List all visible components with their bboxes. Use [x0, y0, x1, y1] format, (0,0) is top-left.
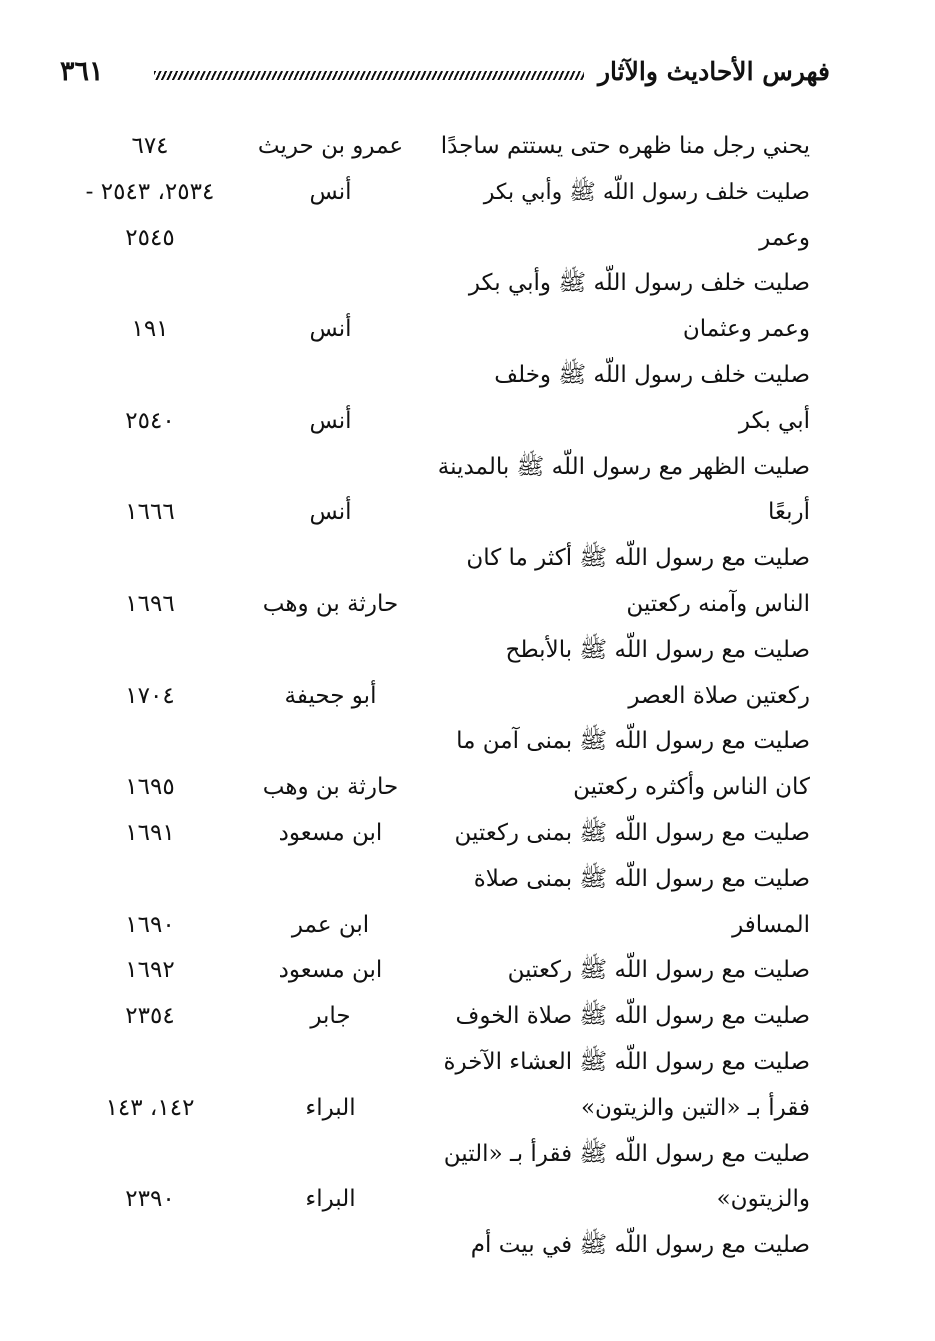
hadith-text: فقرأ بـ «التين والزيتون» — [580, 1094, 810, 1121]
index-row — [0, 216, 935, 262]
narrator — [238, 445, 423, 491]
index-row — [0, 765, 935, 811]
index-row — [0, 994, 935, 1040]
narrator — [238, 261, 423, 307]
hadith-text: صليت مع رسول اللّه ﷺ صلاة الخوف — [455, 1003, 810, 1030]
hadith-text: صليت الظهر مع رسول اللّه ﷺ بالمدينة — [437, 453, 810, 480]
hadith-text: صليت مع رسول اللّه ﷺ في بيت أم — [470, 1232, 810, 1259]
reference-number: ١٤٢، ١٤٣ — [105, 1094, 195, 1121]
page-header — [60, 48, 830, 94]
index-row — [0, 674, 935, 720]
narrator: ابن مسعود — [278, 819, 383, 846]
hadith-text: الناس وآمنه ركعتين — [626, 590, 810, 617]
narrator: جابر — [310, 1003, 351, 1030]
hadith-text: صليت مع رسول اللّه ﷺ ركعتين — [507, 957, 810, 984]
hadith-text: المسافر — [732, 911, 810, 938]
reference-number: ٢٥٣٤، ٢٥٤٣ - — [85, 178, 215, 205]
narrator — [238, 719, 423, 765]
index-row — [0, 1223, 935, 1269]
reference-number: ١٧٠٤ — [125, 682, 175, 709]
hadith-text: كان الناس وأكثره ركعتين — [573, 774, 810, 801]
index-row — [0, 948, 935, 994]
hadith-text: وعمر وعثمان — [682, 316, 810, 343]
hadith-text: صليت خلف رسول اللّه ﷺ وأبي بكر — [468, 270, 810, 297]
index-row — [0, 1177, 935, 1223]
reference-number — [70, 445, 230, 491]
reference-number — [70, 261, 230, 307]
narrator: حارثة بن وهب — [262, 590, 399, 617]
narrator: أنس — [309, 499, 352, 526]
reference-number: ٢٥٤٥ — [125, 224, 175, 251]
index-row — [0, 1040, 935, 1086]
narrator: البراء — [305, 1186, 356, 1213]
reference-number: ١٦٩٥ — [125, 774, 175, 801]
narrator: حارثة بن وهب — [262, 774, 399, 801]
reference-number — [70, 1040, 230, 1086]
index-row — [0, 857, 935, 903]
reference-number: ١٦٩١ — [125, 819, 175, 846]
index-row — [0, 399, 935, 445]
narrator: أبو جحيفة — [284, 682, 377, 709]
reference-number: ١٩١ — [131, 316, 169, 343]
index-row — [0, 170, 935, 216]
hadith-text: صليت خلف رسول اللّه ﷺ وخلف — [494, 361, 810, 388]
narrator: أنس — [309, 316, 352, 343]
hadith-index-list — [0, 124, 935, 1269]
narrator — [238, 353, 423, 399]
index-row — [0, 353, 935, 399]
index-row — [0, 307, 935, 353]
hadith-text: أربعًا — [767, 499, 810, 526]
narrator: أنس — [309, 178, 352, 205]
page-title: فهرس الأحاديث والآثار — [597, 56, 830, 86]
narrator: عمرو بن حريث — [257, 133, 404, 159]
narrator — [238, 216, 423, 262]
reference-number: ٦٧٤ — [131, 133, 169, 159]
narrator — [238, 536, 423, 582]
narrator: ابن عمر — [291, 911, 370, 938]
reference-number: ١٦٩٢ — [125, 957, 175, 984]
reference-number: ٢٣٩٠ — [125, 1186, 175, 1213]
reference-number: ١٦٦٦ — [125, 499, 175, 526]
reference-number — [70, 628, 230, 674]
index-row — [0, 261, 935, 307]
hadith-text: ركعتين صلاة العصر — [628, 682, 810, 709]
index-row — [0, 445, 935, 491]
reference-number — [70, 536, 230, 582]
narrator — [238, 1223, 423, 1269]
reference-number — [70, 719, 230, 765]
hadith-text: وعمر — [759, 224, 810, 251]
hadith-text: صليت مع رسول اللّه ﷺ بمنى صلاة — [473, 865, 810, 892]
narrator — [238, 628, 423, 674]
hadith-text: صليت مع رسول اللّه ﷺ بمنى آمن ما — [456, 728, 810, 755]
index-row — [0, 582, 935, 628]
header-rule — [154, 71, 584, 80]
hadith-text: والزيتون» — [716, 1186, 810, 1213]
reference-number: ٢٣٥٤ — [125, 1003, 175, 1030]
hadith-text: صليت مع رسول اللّه ﷺ بمنى ركعتين — [454, 819, 810, 846]
index-row — [0, 903, 935, 949]
reference-number — [70, 1132, 230, 1178]
index-row — [0, 719, 935, 765]
reference-number — [70, 1223, 230, 1269]
hadith-text: صليت مع رسول اللّه ﷺ أكثر ما كان — [466, 545, 810, 572]
hadith-text: يحني رجل منا ظهره حتى يستتم ساجدًا — [440, 133, 810, 159]
index-row — [0, 1086, 935, 1132]
reference-number — [70, 857, 230, 903]
narrator: ابن مسعود — [278, 957, 383, 984]
hadith-text: أبي بكر — [738, 407, 810, 434]
index-row — [0, 1132, 935, 1178]
reference-number — [70, 353, 230, 399]
hadith-text: صليت خلف رسول اللّه ﷺ وأبي بكر — [483, 179, 810, 205]
narrator — [238, 1132, 423, 1178]
index-row — [0, 628, 935, 674]
narrator: البراء — [305, 1094, 356, 1121]
reference-number: ٢٥٤٠ — [125, 407, 175, 434]
hadith-text: صليت مع رسول اللّه ﷺ العشاء الآخرة — [443, 1048, 810, 1075]
index-row — [0, 536, 935, 582]
narrator — [238, 857, 423, 903]
reference-number: ١٦٩٠ — [125, 911, 175, 938]
index-row — [0, 124, 935, 170]
page-number: ٣٦١ — [60, 55, 104, 87]
reference-number: ١٦٩٦ — [125, 590, 175, 617]
narrator: أنس — [309, 407, 352, 434]
narrator — [238, 1040, 423, 1086]
hadith-text: صليت مع رسول اللّه ﷺ بالأبطح — [505, 636, 810, 663]
index-row — [0, 490, 935, 536]
index-row — [0, 811, 935, 857]
hadith-text: صليت مع رسول اللّه ﷺ فقرأ بـ «التين — [443, 1140, 810, 1167]
